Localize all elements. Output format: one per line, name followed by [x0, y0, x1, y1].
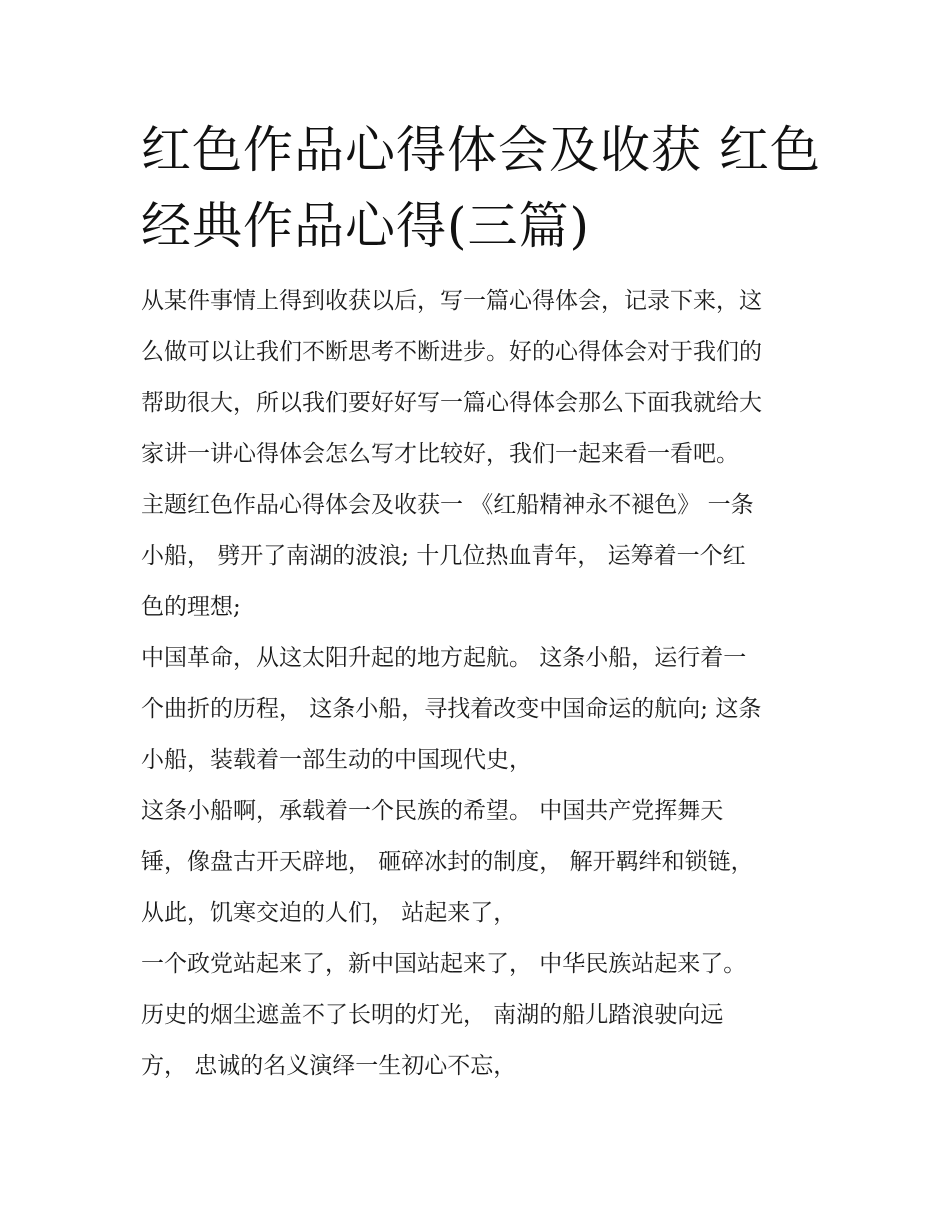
body-line: 一个政党站起来了，新中国站起来了， 中华民族站起来了。: [141, 951, 747, 977]
document-title: [141, 112, 821, 264]
body-line: 小船，装载着一部生动的中国现代史，: [141, 747, 532, 773]
body-line: 这条小船啊，承载着一个民族的希望。 中国共产党挥舞天: [141, 798, 724, 824]
document-body: [141, 276, 831, 1092]
body-line: 小船， 劈开了南湖的波浪; 十几位热血青年， 运筹着一个红: [141, 543, 746, 569]
body-line: 方， 忠诚的名义演绎一生初心不忘，: [141, 1053, 517, 1079]
title-line: 红色作品心得体会及收获 红色: [141, 121, 821, 179]
body-line: 色的理想;: [141, 594, 241, 620]
body-line: 家讲一讲心得体会怎么写才比较好，我们一起来看一看吧。: [141, 441, 739, 467]
body-line: 中国革命，从这太阳升起的地方起航。 这条小船，运行着一: [141, 645, 747, 671]
body-line: 锤，像盘古开天辟地， 砸碎冰封的制度， 解开羁绊和锁链，: [141, 849, 754, 875]
body-line: 么做可以让我们不断思考不断进步。好的心得体会对于我们的: [141, 339, 762, 365]
body-line: 历史的烟尘遮盖不了长明的灯光， 南湖的船儿踏浪驶向远: [141, 1002, 724, 1028]
body-line: 从此，饥寒交迫的人们， 站起来了，: [141, 900, 517, 926]
body-line: 主题红色作品心得体会及收获一 《红船精神永不褪色》 一条: [141, 492, 754, 518]
body-line: 个曲折的历程， 这条小船，寻找着改变中国命运的航向; 这条: [141, 696, 762, 722]
body-line: 帮助很大，所以我们要好好写一篇心得体会那么下面我就给大: [141, 390, 762, 416]
body-line: 从某件事情上得到收获以后，写一篇心得体会，记录下来，这: [141, 288, 762, 314]
title-line: 经典作品心得(三篇): [141, 197, 591, 255]
